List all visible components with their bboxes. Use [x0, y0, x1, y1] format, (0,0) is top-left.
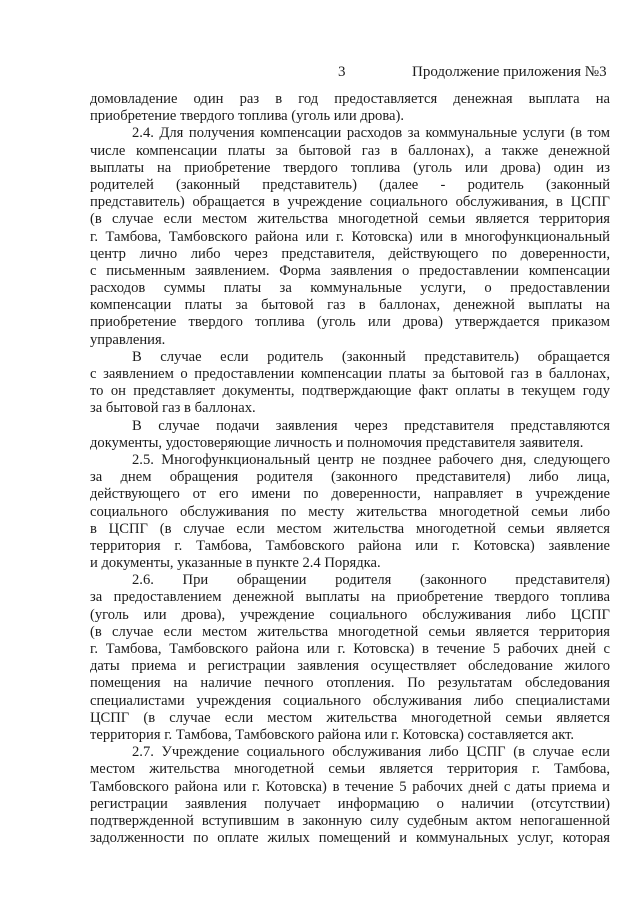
text-line: (в случае если местом жительства многодетной семьи является территория	[90, 623, 610, 640]
paragraph	[90, 91, 610, 125]
paragraph-2-7	[90, 744, 610, 847]
text-line: за днем обращения родителя (законного представителя) либо лица,	[90, 469, 610, 486]
text-line: В случае подачи заявления через представителя представляются	[132, 417, 610, 434]
text-line: территория г. Тамбова, Тамбовского района или г. Котовска) заявление	[90, 537, 610, 554]
text-line: приобретение твердого топлива (уголь или дрова).	[90, 108, 405, 125]
text-line: с письменным заявлением. Форма заявления о предоставлении компенсации	[90, 262, 610, 279]
text-line: регистрации заявления получает информацию о наличии (отсутствии)	[90, 795, 610, 812]
text-line: Тамбовского района или г. Котовска) в течение 5 рабочих дней с даты приема и	[90, 778, 610, 795]
text-line: специалистами учреждения социального обслуживания либо специалистами	[90, 692, 610, 709]
text-line: выплаты на приобретение твердого топлива (уголь или дрова) один из	[90, 159, 610, 176]
text-line: г. Тамбова, Тамбовского района или г. Котовска) в течение 5 рабочих дней с	[90, 641, 610, 657]
text-line: социального обслуживания по месту жительства многодетной семьи либо	[90, 503, 610, 520]
text-line: задолженности по оплате жилых помещений и коммунальных услуг, которая	[90, 830, 610, 847]
text-line: центр лично либо через представителя, действующего по доверенности,	[90, 245, 610, 262]
text-line: г. Тамбова, Тамбовского района или г. Котовска) или в многофункциональный	[90, 228, 610, 245]
text-line: подтвержденной вступившим в законную силу судебным актом непогашенной	[90, 812, 610, 829]
text-line: документы, удостоверяющие личность и полномочия представителя заявителя.	[90, 434, 584, 451]
text-line: помещения на наличие печного отопления. По результатам обследования	[90, 675, 610, 692]
text-line: и документы, указанные в пункте 2.4 Порядка.	[90, 555, 381, 572]
paragraph-representative	[90, 418, 610, 452]
text-line: действующего от его имени по доверенности, направляет в учреждение	[90, 486, 610, 503]
text-line: территория г. Тамбова, Тамбовского района или г. Котовска) составляется акт.	[90, 726, 575, 743]
text-line: местом жительства многодетной семьи является территория г. Тамбова,	[90, 761, 610, 778]
text-line: за предоставлением денежной выплаты на приобретение твердого топлива	[90, 589, 610, 606]
text-line: В случае если родитель (законный представитель) обращается	[132, 348, 610, 365]
text-line: (в случае если местом жительства многодетной семьи является территория	[90, 211, 610, 228]
text-line: 2.5. Многофункциональный центр не позднее рабочего дня, следующего	[132, 451, 610, 468]
text-line: управления.	[90, 331, 166, 348]
text-line: (уголь или дрова), учреждение социального обслуживания либо ЦСПГ	[90, 606, 610, 623]
text-line: 2.7. Учреждение социального обслуживания либо ЦСПГ (в случае если	[132, 744, 610, 761]
paragraph-2-6	[90, 572, 610, 744]
text-line: 2.6. При обращении родителя (законного представителя)	[132, 572, 610, 589]
text-line: родителей (законный представитель) (далее - родитель (законный	[90, 176, 610, 193]
document-body	[90, 91, 610, 847]
text-line: расходов суммы платы за коммунальные услуги, о предоставлении	[90, 280, 610, 297]
text-line: домовладение один раз в год предоставляется денежная выплата на	[90, 91, 610, 107]
text-line: в ЦСПГ (в случае если местом жительства многодетной семьи является	[90, 520, 610, 537]
page-header	[0, 64, 640, 82]
appendix-continuation-label: Продолжение приложения №3	[412, 64, 607, 80]
paragraph-2-5	[90, 452, 610, 572]
paragraph-2-4	[90, 125, 610, 348]
text-line: 2.4. Для получения компенсации расходов за коммунальные услуги (в том	[132, 125, 610, 142]
text-line: за бытовой газ в баллонах.	[90, 400, 256, 417]
text-line: приобретение твердого топлива (уголь или дрова) утверждается приказом	[90, 314, 610, 331]
paragraph-gas-cylinders	[90, 349, 610, 418]
text-line: числе компенсации платы за бытовой газ в баллонах), а также денежной	[90, 142, 610, 159]
page-number: 3	[338, 64, 346, 80]
text-line: даты приема и регистрации заявления осуществляет обследование жилого	[90, 658, 610, 675]
text-line: с заявлением о предоставлении компенсации платы за бытовой газ в баллонах,	[90, 366, 610, 382]
text-line: компенсации платы за бытовой газ в баллонах, денежной выплаты на	[90, 297, 610, 314]
text-line: то он представляет документы, подтверждающие факт оплаты в текущем году	[90, 383, 610, 400]
text-line: представитель) обращается в учреждение социального обслуживания, в ЦСПГ	[90, 194, 610, 211]
text-line: ЦСПГ (в случае если местом жительства многодетной семьи является	[90, 709, 610, 726]
